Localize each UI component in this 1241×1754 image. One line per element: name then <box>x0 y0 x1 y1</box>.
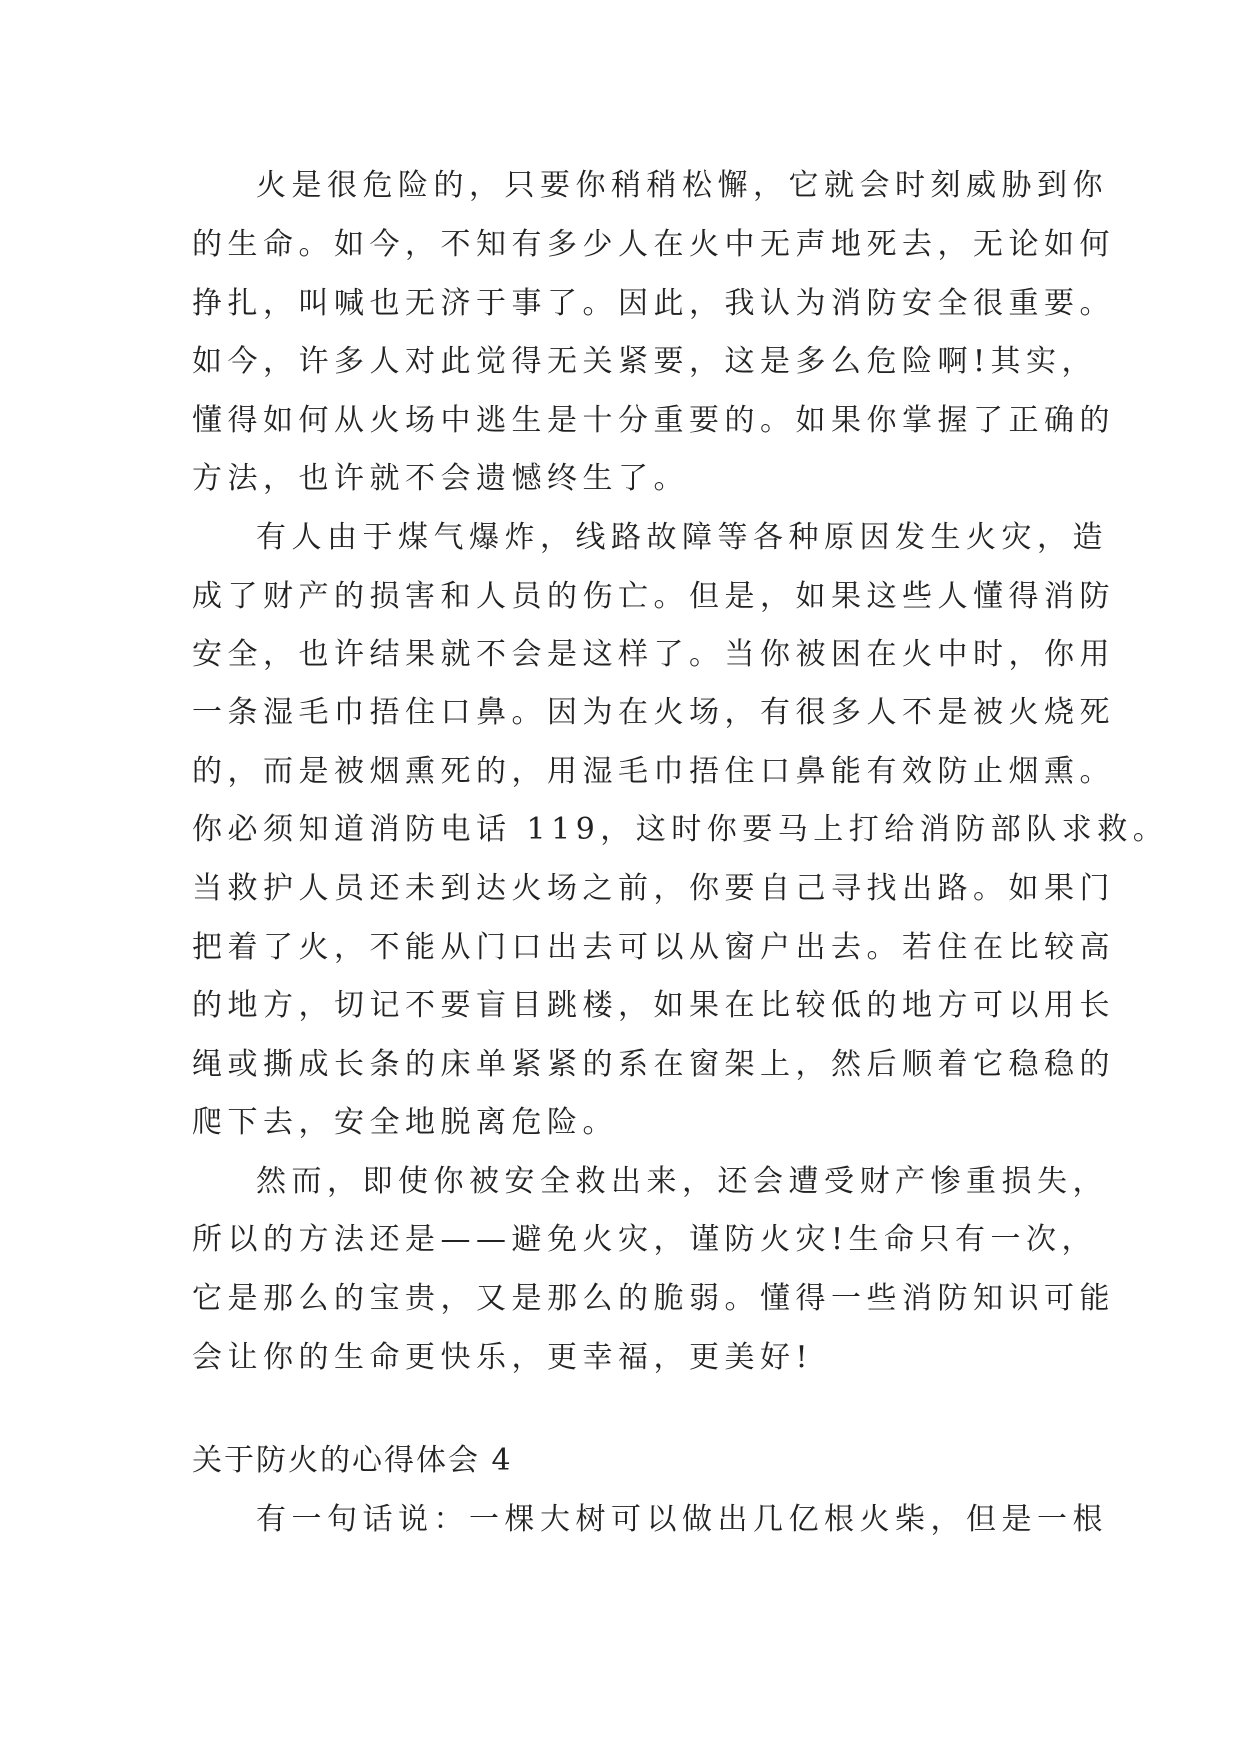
paragraph-2-line-4: 一条湿毛巾捂住口鼻。因为在火场，有很多人不是被火烧死 <box>192 695 1115 730</box>
paragraph-2-line-10: 绳或撕成长条的床单紧紧的系在窗架上，然后顺着它稳稳的 <box>192 1047 1115 1082</box>
section-heading: 关于防火的心得体会 4 <box>192 1443 513 1478</box>
paragraph-1-line-3: 挣扎，叫喊也无济于事了。因此，我认为消防安全很重要。 <box>192 286 1115 321</box>
paragraph-3-line-3: 它是那么的宝贵，又是那么的脆弱。懂得一些消防知识可能 <box>192 1281 1115 1316</box>
paragraph-1-line-6: 方法，也许就不会遗憾终生了。 <box>192 461 689 496</box>
paragraph-3-line-2: 所以的方法还是——避免火灾，谨防火灾!生命只有一次， <box>192 1222 1098 1257</box>
paragraph-2-line-1: 有人由于煤气爆炸，线路故障等各种原因发生火灾，造 <box>256 520 1108 555</box>
paragraph-2-line-3: 安全，也许结果就不会是这样了。当你被困在火中时，你用 <box>192 637 1115 672</box>
paragraph-1-line-1: 火是很危险的，只要你稍稍松懈，它就会时刻威胁到你 <box>256 168 1108 203</box>
paragraph-2-line-5: 的，而是被烟熏死的，用湿毛巾捂住口鼻能有效防止烟熏。 <box>192 754 1115 789</box>
paragraph-2-line-9: 的地方，切记不要盲目跳楼，如果在比较低的地方可以用长 <box>192 988 1115 1023</box>
paragraph-3-line-4: 会让你的生命更快乐，更幸福，更美好! <box>192 1340 814 1375</box>
paragraph-4-line-1: 有一句话说：一棵大树可以做出几亿根火柴，但是一根 <box>256 1502 1108 1537</box>
paragraph-1-line-4: 如今，许多人对此觉得无关紧要，这是多么危险啊!其实， <box>192 344 1098 379</box>
paragraph-2-line-7: 当救护人员还未到达火场之前，你要自己寻找出路。如果门 <box>192 871 1115 906</box>
paragraph-2-line-2: 成了财产的损害和人员的伤亡。但是，如果这些人懂得消防 <box>192 579 1115 614</box>
paragraph-3-line-1: 然而，即使你被安全救出来，还会遭受财产惨重损失， <box>256 1164 1108 1199</box>
paragraph-2-line-11: 爬下去，安全地脱离危险。 <box>192 1105 618 1140</box>
paragraph-2-line-6: 你必须知道消防电话 119，这时你要马上打给消防部队求救。 <box>192 812 1169 847</box>
paragraph-1-line-2: 的生命。如今，不知有多少人在火中无声地死去，无论如何 <box>192 227 1115 262</box>
paragraph-1-line-5: 懂得如何从火场中逃生是十分重要的。如果你掌握了正确的 <box>192 403 1115 438</box>
paragraph-2-line-8: 把着了火，不能从门口出去可以从窗户出去。若住在比较高 <box>192 930 1115 965</box>
